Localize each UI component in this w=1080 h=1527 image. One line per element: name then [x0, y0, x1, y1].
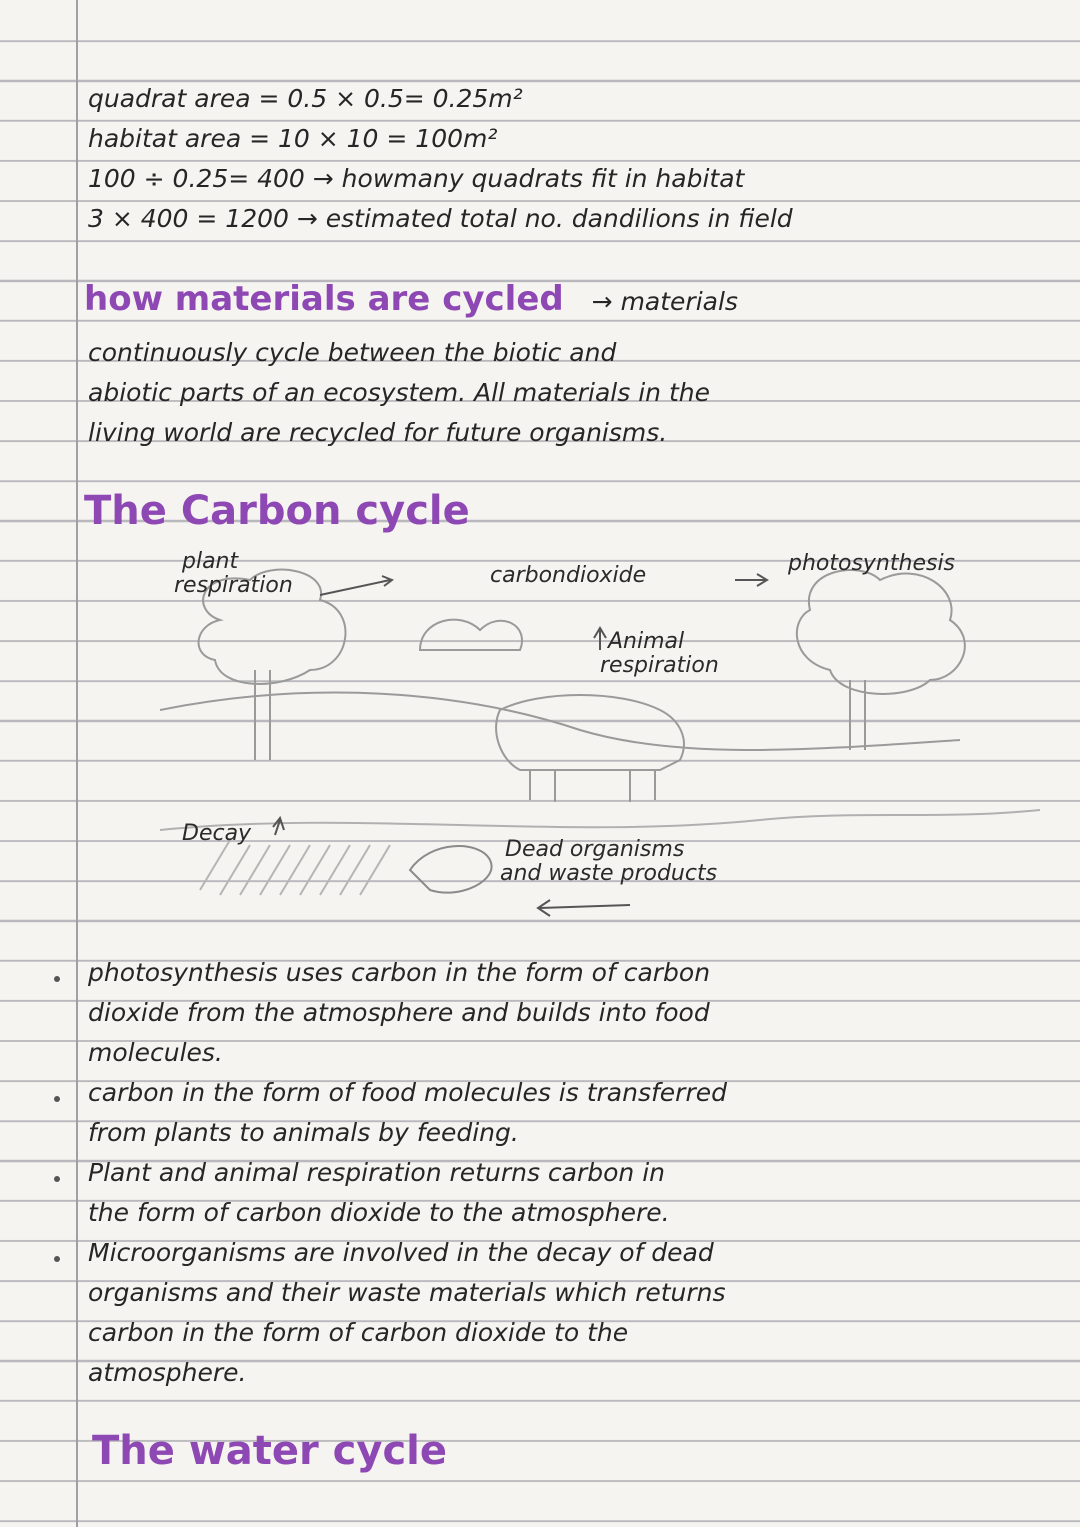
dead-animal-icon [410, 846, 492, 893]
label-photosynthesis: photosynthesis [788, 551, 956, 576]
margin-line [76, 0, 78, 1527]
bullet-line-10: carbon in the form of carbon dioxide to the [88, 1318, 629, 1347]
bullet-line-11: atmosphere. [88, 1358, 247, 1387]
water-cycle-heading: The water cycle [92, 1428, 447, 1474]
label-waste-products: and waste products [500, 861, 718, 886]
materials-heading-row [84, 279, 738, 319]
bullet-line-5: from plants to animals by feeding. [88, 1118, 519, 1147]
materials-arrow-text: → materials [591, 287, 738, 316]
bullet-line-3: molecules. [88, 1038, 223, 1067]
bullet-line-1: photosynthesis uses carbon in the form of carbon [88, 958, 711, 987]
label-decay: Decay [182, 821, 252, 846]
label-respiration: respiration [174, 573, 293, 598]
materials-line-3: living world are recycled for future organisms. [88, 418, 668, 447]
materials-heading: how materials are cycled [84, 279, 564, 319]
bullet-line-2: dioxide from the atmosphere and builds into food [88, 998, 710, 1027]
bush-icon [420, 620, 522, 650]
bullet-line-7: the form of carbon dioxide to the atmosphere. [88, 1198, 670, 1227]
bullet-line-4: carbon in the form of food molecules is transferred [88, 1078, 727, 1107]
label-carbon-dioxide: carbondioxide [490, 563, 647, 588]
bullet-dot [54, 976, 60, 982]
calc-line-quadrats-fit: 100 ÷ 0.25= 400 → howmany quadrats fit in habitat [88, 164, 745, 193]
arrow-respiration-to-co2 [320, 580, 390, 595]
right-tree-icon [797, 570, 965, 694]
materials-line-2: abiotic parts of an ecosystem. All materials in the [88, 378, 710, 407]
calc-line-habitat-area: habitat area = 10 × 10 = 100m² [88, 124, 498, 153]
label-animal: Animal [608, 629, 685, 654]
label-dead-organisms: Dead organisms [505, 837, 685, 862]
bullet-dot [54, 1096, 60, 1102]
arrow-dead-organisms-left [540, 905, 630, 908]
bullet-line-8: Microorganisms are involved in the decay of dead [88, 1238, 714, 1267]
bullet-line-6: Plant and animal respiration returns carbon in [88, 1158, 666, 1187]
calc-line-quadrat-area: quadrat area = 0.5 × 0.5= 0.25m² [88, 84, 523, 113]
carbon-cycle-diagram [160, 540, 1060, 940]
materials-line-1: continuously cycle between the biotic and [88, 338, 617, 367]
bullet-dot [54, 1176, 60, 1182]
bullet-dot [54, 1256, 60, 1262]
hatching [200, 840, 390, 895]
label-plant: plant [182, 549, 239, 574]
ground-line [160, 693, 960, 750]
carbon-cycle-heading: The Carbon cycle [84, 488, 470, 534]
bullet-line-9: organisms and their waste materials which returns [88, 1278, 726, 1307]
calc-line-estimated-total: 3 × 400 = 1200 → estimated total no. dandilions in field [88, 204, 793, 233]
label-animal-respiration: respiration [600, 653, 719, 678]
